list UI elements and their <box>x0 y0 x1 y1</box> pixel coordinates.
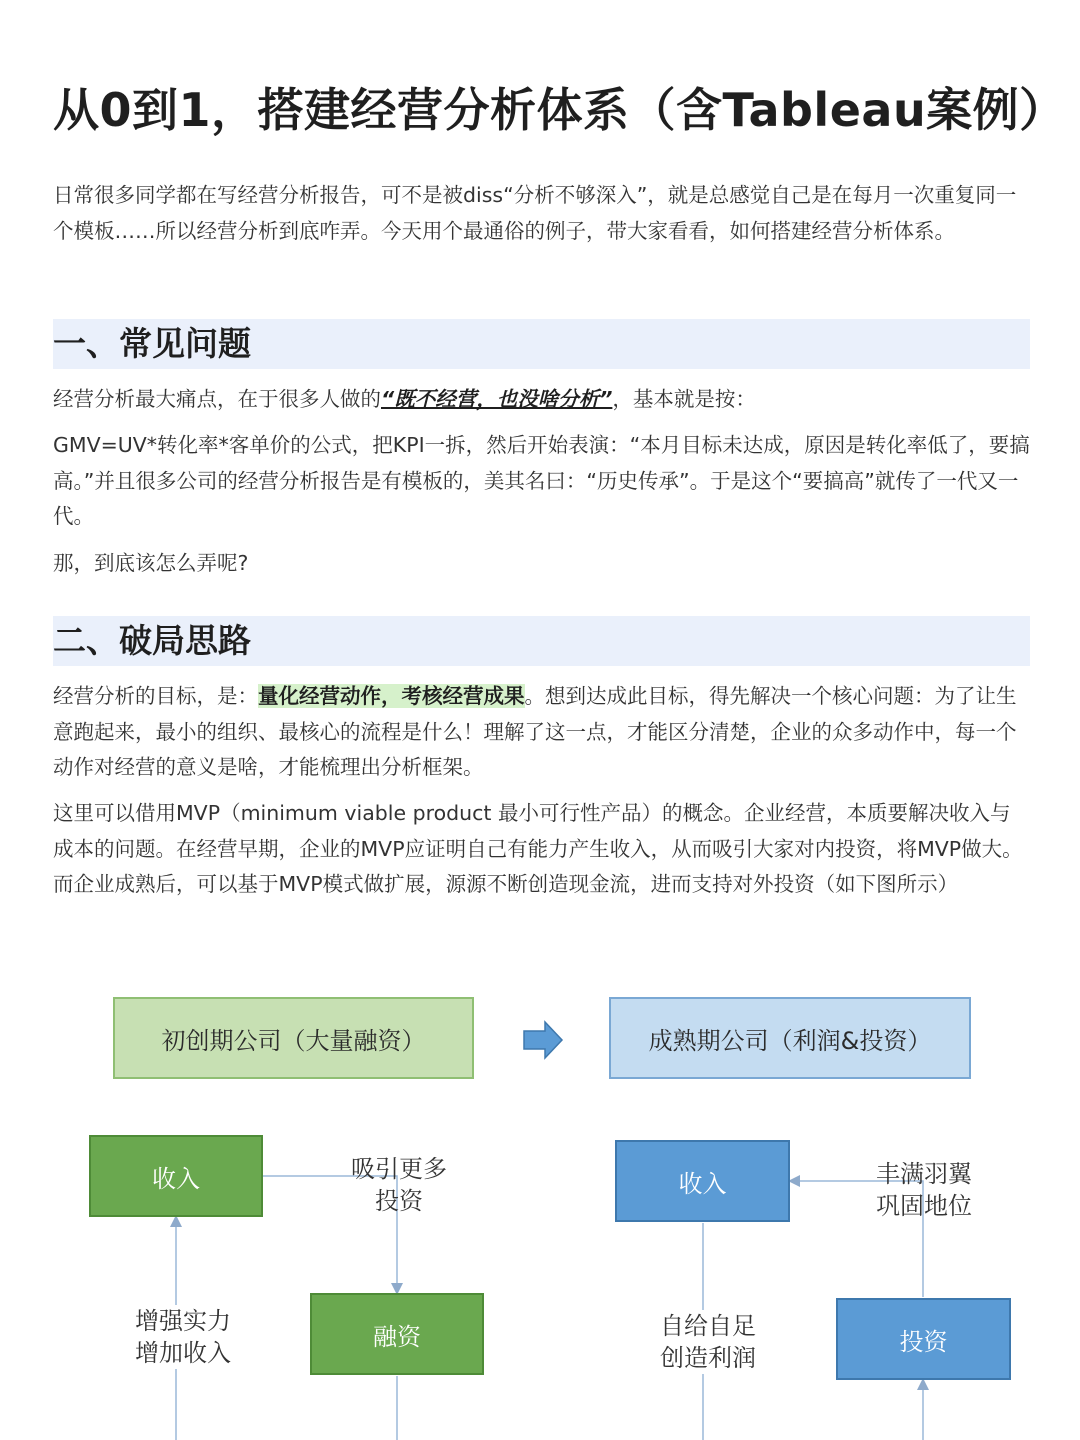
startup-stage-box: 初创期公司（大量融资） <box>113 997 474 1079</box>
section-header-common-problems <box>53 319 1030 369</box>
startup-income-box: 收入 <box>89 1135 263 1217</box>
emphasis-text: “既不经营，也没啥分析” <box>381 387 613 411</box>
label-increase-income <box>125 1305 241 1369</box>
article-title: 从0到1，搭建经营分析体系（含Tableau案例） <box>53 83 1066 137</box>
mature-investment-box: 投资 <box>836 1298 1011 1380</box>
section-title: 二、破局思路 <box>53 621 251 660</box>
text-run: 经营分析的目标，是： <box>53 684 258 708</box>
text-run: ，基本就是按： <box>612 387 756 411</box>
paragraph <box>53 382 1030 418</box>
label-consolidate-position <box>866 1158 982 1222</box>
highlighted-text: 量化经营动作，考核经营成果 <box>258 684 525 708</box>
mature-stage-box: 成熟期公司（利润&投资） <box>609 997 971 1079</box>
paragraph <box>53 679 1030 786</box>
label-line: 吸引更多 <box>351 1155 447 1183</box>
startup-financing-box: 融资 <box>310 1293 484 1375</box>
paragraph: GMV=UV*转化率*客单价的公式，把KPI一拆，然后开始表演：“本月目标未达成，原因是转化率低了，要搞高。”并且很多公司的经营分析报告是有模板的，美其名曰：“历史传承”。于是这个“要搞高”就传了一代又一代。 <box>53 433 1030 528</box>
paragraph: 那，到底该怎么弄呢? <box>53 551 249 575</box>
paragraph: 这里可以借用MVP（minimum viable product 最小可行性产品）的概念。企业经营，本质要解决收入与成本的问题。在经营早期，企业的MVP应证明自己有能力产生收入，从而吸引大家对内投资，将MVP做大。而企业成熟后，可以基于MVP模式做扩展，源源不断创造现金流，进而支持对外投资（如下图所示） <box>53 801 1023 896</box>
label-line: 投资 <box>375 1187 423 1215</box>
label-line: 增加收入 <box>135 1339 231 1367</box>
label-attract-investment <box>340 1153 458 1217</box>
text-run: 。想到达成此目标，得先解决一个核心问题：为了让生意跑起来，最小的组织、最核心的流程是什么！理解了这一点，才能区分清楚，企业的众多动作中，每一个动作对经营的意义是啥，才能梳理出分析框架。 <box>53 684 1017 779</box>
mature-income-box: 收入 <box>615 1140 790 1222</box>
text-run: 经营分析最大痛点，在于很多人做的 <box>53 387 381 411</box>
label-line: 自给自足 <box>660 1312 756 1340</box>
mvp-diagram <box>0 960 1080 1440</box>
label-line: 创造利润 <box>660 1344 756 1372</box>
label-line: 巩固地位 <box>876 1192 972 1220</box>
stage-arrow-icon <box>524 1022 562 1058</box>
section-title: 一、常见问题 <box>53 324 251 363</box>
intro-paragraph: 日常很多同学都在写经营分析报告，可不是被diss“分析不够深入”，就是总感觉自己是在每月一次重复同一个模板……所以经营分析到底咋弄。今天用个最通俗的例子，带大家看看，如何搭建经营分析体系。 <box>53 183 1017 243</box>
label-line: 增强实力 <box>135 1307 231 1335</box>
label-line: 丰满羽翼 <box>876 1160 972 1188</box>
label-create-profit <box>650 1310 766 1374</box>
section-header-breakthrough <box>53 616 1030 666</box>
